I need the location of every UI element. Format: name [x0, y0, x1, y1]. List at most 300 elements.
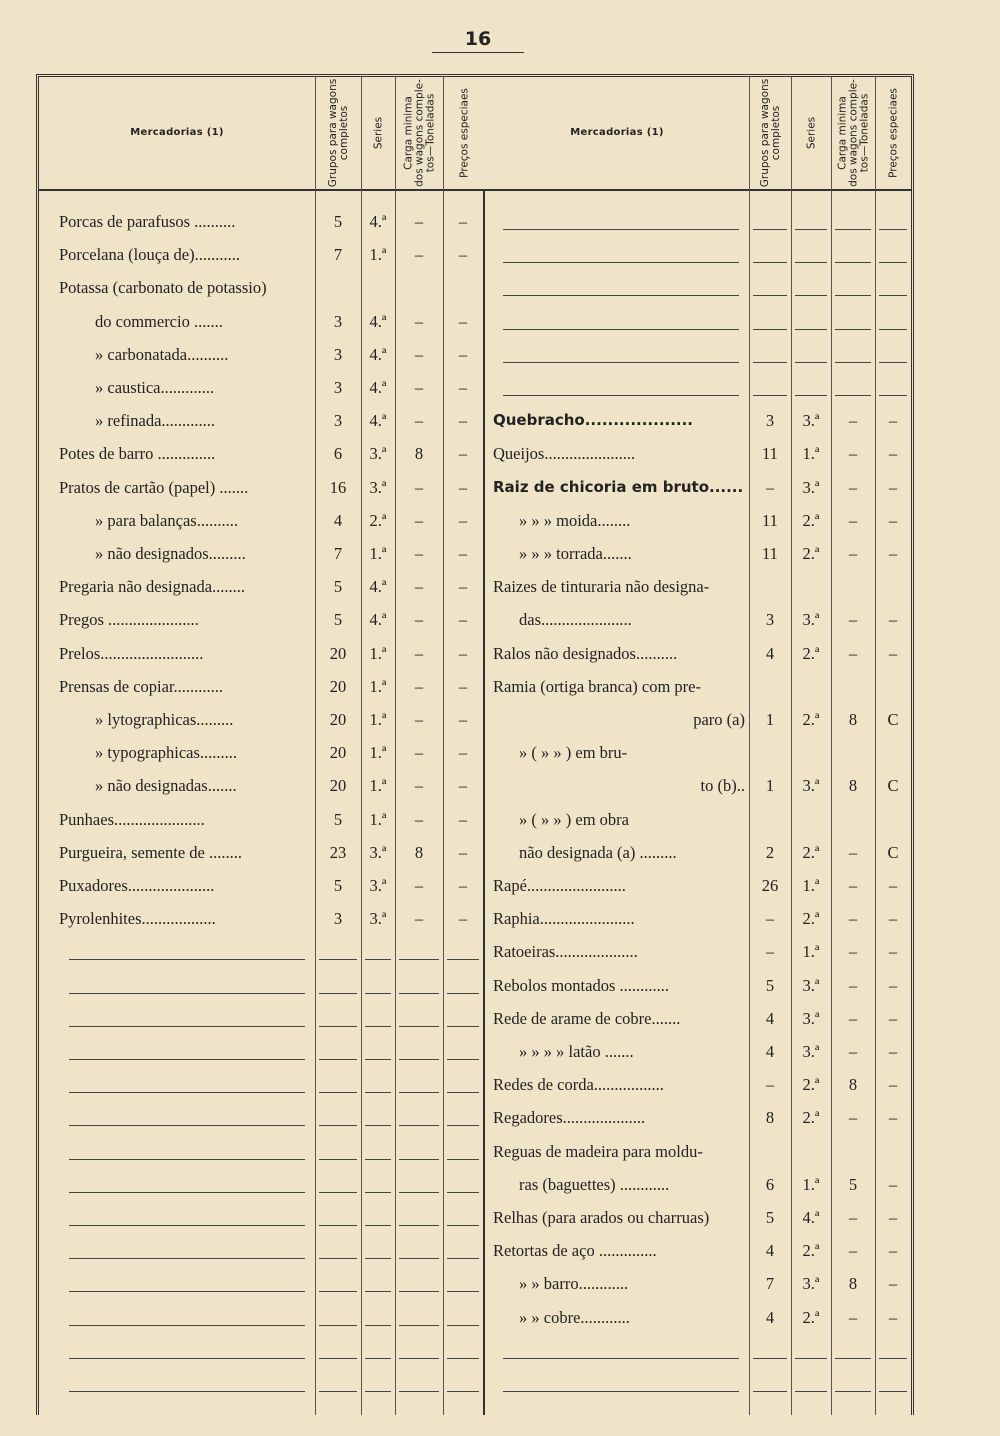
- blank-line: [365, 1325, 391, 1326]
- blank-line: [503, 1358, 739, 1359]
- price-value: –: [888, 544, 898, 563]
- table-row: [485, 1035, 911, 1068]
- price-value: –: [458, 809, 468, 829]
- group-value: 3: [333, 311, 343, 331]
- group-value: 20: [329, 676, 347, 696]
- merchandise-name: » ( » » ) em bru-: [519, 743, 628, 763]
- group-value: 7: [765, 1274, 775, 1294]
- load-value: –: [414, 909, 424, 929]
- blank-line: [447, 1125, 479, 1126]
- price-value: –: [888, 444, 898, 464]
- load-value: –: [848, 1042, 858, 1061]
- price-value: –: [458, 510, 468, 530]
- blank-line: [879, 1391, 907, 1392]
- series-value: 2.ª: [802, 909, 820, 929]
- series-value: 1.ª: [369, 743, 387, 763]
- series-value: 4.ª: [369, 212, 387, 231]
- series-value: 3.ª: [369, 842, 387, 862]
- blank-line: [319, 1159, 357, 1160]
- empty-row: [39, 1002, 485, 1035]
- blank-line: [365, 1192, 391, 1193]
- merchandise-name: Raphia.......................: [493, 909, 635, 929]
- table-row: [485, 1168, 911, 1201]
- merchandise-name: Relhas (para arados ou charruas): [493, 1208, 710, 1227]
- table-row: [485, 404, 911, 437]
- blank-line: [399, 1391, 439, 1392]
- merchandise-name: to (b)..: [700, 776, 745, 796]
- merchandise-name: Pyrolenhites..................: [59, 909, 216, 929]
- series-value: 1.ª: [802, 1174, 820, 1194]
- blank-line: [69, 993, 305, 994]
- merchandise-name: Quebracho...................: [493, 411, 694, 430]
- price-value: –: [458, 477, 468, 497]
- blank-line: [319, 1325, 357, 1326]
- group-value: 16: [329, 477, 347, 497]
- load-value: –: [414, 610, 424, 630]
- empty-row: [39, 1068, 485, 1101]
- price-value: –: [888, 643, 898, 663]
- blank-line: [503, 229, 739, 230]
- blank-line: [795, 329, 827, 330]
- merchandise-name: Rebolos montados ............: [493, 975, 669, 995]
- blank-line: [753, 1358, 787, 1359]
- header-carga-right: Carga minima dos wagons comple- tos—Toneladas: [836, 79, 870, 187]
- header-precos-right: Preços especiaes: [887, 88, 899, 178]
- blank-line: [835, 229, 871, 230]
- header-mercadorias: Mercadorias (1): [130, 127, 224, 138]
- series-value: 3.ª: [802, 411, 820, 431]
- blank-line: [447, 1225, 479, 1226]
- load-value: 8: [414, 444, 424, 464]
- table-row: [39, 703, 485, 736]
- series-value: 3.ª: [802, 1008, 820, 1028]
- load-value: 8: [848, 1075, 858, 1095]
- table-row: [485, 969, 911, 1002]
- merchandise-name: Porcelana (louça de)...........: [59, 245, 240, 265]
- blank-line: [69, 1258, 305, 1259]
- series-value: 1.ª: [369, 245, 387, 265]
- load-value: –: [414, 378, 424, 397]
- price-value: –: [888, 1075, 898, 1095]
- blank-line: [399, 993, 439, 994]
- merchandise-name: Reguas de madeira para moldu-: [493, 1141, 703, 1161]
- table-row: [485, 537, 911, 570]
- load-value: –: [414, 643, 424, 663]
- load-value: 5: [848, 1174, 858, 1194]
- merchandise-name: » » » » latão .......: [519, 1042, 634, 1061]
- merchandise-name: Rede de arame de cobre.......: [493, 1008, 681, 1028]
- empty-row: [485, 338, 911, 371]
- price-value: C: [887, 776, 899, 796]
- load-value: –: [848, 909, 858, 929]
- merchandise-name: » carbonatada..........: [95, 344, 229, 364]
- merchandise-name: Queijos......................: [493, 444, 636, 464]
- load-value: –: [848, 544, 858, 563]
- group-value: –: [765, 477, 775, 497]
- table-row: [39, 271, 485, 304]
- blank-line: [319, 993, 357, 994]
- table-row: [485, 1234, 911, 1267]
- table-row: [39, 238, 485, 271]
- price-value: –: [888, 1108, 898, 1128]
- series-value: 3.ª: [802, 776, 820, 796]
- table-row: [39, 570, 485, 603]
- group-value: 11: [762, 444, 778, 464]
- series-value: 3.ª: [802, 1274, 820, 1294]
- blank-line: [879, 295, 907, 296]
- price-value: –: [458, 776, 468, 796]
- group-value: 20: [329, 743, 347, 763]
- merchandise-name: Ratoeiras....................: [493, 942, 638, 962]
- blank-line: [69, 1225, 305, 1226]
- empty-row: [485, 371, 911, 404]
- table-row: [485, 570, 911, 603]
- price-value: –: [458, 909, 468, 929]
- series-value: 3.ª: [802, 610, 820, 630]
- price-value: –: [888, 411, 898, 431]
- blank-line: [399, 959, 439, 960]
- table-row: [39, 371, 485, 404]
- group-value: 20: [329, 643, 347, 663]
- table-row: [39, 769, 485, 802]
- merchandise-name: Redes de corda.................: [493, 1075, 664, 1095]
- table-row: [485, 736, 911, 769]
- series-value: 2.ª: [802, 842, 820, 862]
- group-value: 7: [333, 245, 343, 265]
- load-value: –: [848, 1008, 858, 1028]
- merchandise-name: » typographicas.........: [95, 743, 238, 763]
- table-row: [485, 1301, 911, 1334]
- blank-line: [447, 1092, 479, 1093]
- merchandise-name: Prensas de copiar............: [59, 676, 224, 696]
- blank-line: [319, 1291, 357, 1292]
- blank-line: [365, 1391, 391, 1392]
- group-value: 4: [333, 510, 343, 530]
- blank-line: [365, 1059, 391, 1060]
- series-value: 3.ª: [369, 876, 387, 895]
- load-value: 8: [848, 1274, 858, 1294]
- series-value: 2.ª: [802, 544, 820, 563]
- load-value: 8: [848, 710, 858, 729]
- price-value: –: [458, 610, 468, 630]
- blank-line: [753, 329, 787, 330]
- blank-line: [319, 1059, 357, 1060]
- series-value: 2.ª: [802, 710, 820, 729]
- load-value: –: [414, 245, 424, 265]
- blank-line: [399, 1325, 439, 1326]
- header-precos: Preços especiaes: [458, 88, 470, 178]
- load-value: –: [848, 1208, 858, 1227]
- price-value: –: [888, 1241, 898, 1261]
- series-value: 1.ª: [369, 809, 387, 829]
- blank-line: [399, 1192, 439, 1193]
- blank-line: [835, 329, 871, 330]
- price-value: –: [888, 975, 898, 995]
- price-value: –: [458, 643, 468, 663]
- blank-line: [319, 1391, 357, 1392]
- load-value: –: [848, 610, 858, 630]
- series-value: 3.ª: [802, 477, 820, 497]
- blank-line: [753, 362, 787, 363]
- blank-line: [447, 1358, 479, 1359]
- load-value: –: [848, 444, 858, 464]
- price-value: –: [458, 245, 468, 265]
- load-value: –: [414, 212, 424, 231]
- blank-line: [795, 295, 827, 296]
- load-value: –: [848, 1307, 858, 1327]
- group-value: 1: [765, 710, 775, 729]
- blank-line: [835, 395, 871, 396]
- merchandise-name: » » » moida........: [519, 510, 631, 530]
- header-series: Series: [372, 116, 384, 150]
- group-value: 20: [329, 776, 347, 796]
- table-row: [39, 205, 485, 238]
- empty-row: [485, 1367, 911, 1400]
- empty-row: [485, 271, 911, 304]
- price-value: –: [888, 1008, 898, 1028]
- group-value: 3: [765, 610, 775, 630]
- blank-line: [835, 295, 871, 296]
- empty-row: [39, 1035, 485, 1068]
- series-value: 3.ª: [369, 477, 387, 497]
- blank-line: [447, 1391, 479, 1392]
- blank-line: [69, 1358, 305, 1359]
- blank-line: [399, 1358, 439, 1359]
- group-value: –: [765, 1075, 775, 1095]
- load-value: –: [414, 676, 424, 696]
- blank-line: [69, 1291, 305, 1292]
- series-value: 4.ª: [802, 1208, 820, 1227]
- blank-line: [447, 1026, 479, 1027]
- series-value: 2.ª: [802, 1075, 820, 1095]
- table-row: [39, 404, 485, 437]
- empty-row: [39, 1367, 485, 1400]
- blank-line: [503, 395, 739, 396]
- series-value: 1.ª: [369, 544, 387, 563]
- merchandise-name: Regadores....................: [493, 1108, 646, 1128]
- blank-line: [365, 1258, 391, 1259]
- blank-line: [319, 959, 357, 960]
- merchandise-name: » » » torrada.......: [519, 544, 632, 563]
- table-row: [39, 670, 485, 703]
- series-value: 3.ª: [802, 1042, 820, 1061]
- load-value: –: [414, 510, 424, 530]
- table-row: [39, 471, 485, 504]
- load-value: –: [848, 477, 858, 497]
- empty-row: [485, 238, 911, 271]
- blank-line: [365, 1358, 391, 1359]
- blank-line: [69, 1159, 305, 1160]
- table-row: [39, 537, 485, 570]
- empty-row: [485, 305, 911, 338]
- blank-line: [753, 229, 787, 230]
- load-value: –: [848, 876, 858, 895]
- left-column-block: [39, 77, 485, 1415]
- blank-line: [503, 362, 739, 363]
- series-value: 1.ª: [369, 776, 387, 796]
- load-value: –: [414, 311, 424, 331]
- group-value: –: [765, 909, 775, 929]
- blank-line: [399, 1026, 439, 1027]
- blank-line: [753, 1391, 787, 1392]
- merchandise-name: » caustica.............: [95, 378, 215, 397]
- table-row: [485, 803, 911, 836]
- blank-line: [447, 1325, 479, 1326]
- merchandise-name: » ( » » ) em obra: [519, 809, 629, 829]
- table-row: [485, 1135, 911, 1168]
- blank-line: [503, 295, 739, 296]
- merchandise-name: » » cobre............: [519, 1307, 630, 1327]
- blank-line: [835, 262, 871, 263]
- table-row: [39, 637, 485, 670]
- load-value: –: [414, 477, 424, 497]
- group-value: 20: [329, 710, 347, 729]
- left-header: [39, 77, 485, 191]
- merchandise-name: Ralos não designados..........: [493, 643, 678, 663]
- price-value: –: [458, 842, 468, 862]
- series-value: 1.ª: [802, 876, 820, 895]
- blank-line: [447, 1159, 479, 1160]
- merchandise-name: do commercio .......: [95, 311, 223, 331]
- price-value: –: [888, 1274, 898, 1294]
- blank-line: [835, 1358, 871, 1359]
- series-value: 4.ª: [369, 344, 387, 364]
- blank-line: [795, 1358, 827, 1359]
- price-value: –: [458, 378, 468, 397]
- group-value: 4: [765, 643, 775, 663]
- group-value: 3: [333, 411, 343, 431]
- blank-line: [879, 262, 907, 263]
- merchandise-name: Porcas de parafusos ..........: [59, 212, 236, 231]
- group-value: 3: [765, 411, 775, 431]
- price-value: –: [888, 610, 898, 630]
- blank-line: [795, 229, 827, 230]
- table-row: [485, 1068, 911, 1101]
- price-value: –: [458, 544, 468, 563]
- group-value: 8: [765, 1108, 775, 1128]
- table-row: [485, 471, 911, 504]
- price-value: –: [888, 1174, 898, 1194]
- blank-line: [365, 1026, 391, 1027]
- load-value: –: [414, 577, 424, 597]
- blank-line: [399, 1159, 439, 1160]
- tariff-table: [36, 74, 914, 1415]
- group-value: 4: [765, 1307, 775, 1327]
- series-value: 2.ª: [802, 1241, 820, 1261]
- group-value: 11: [762, 544, 778, 563]
- price-value: C: [887, 842, 899, 862]
- blank-line: [399, 1092, 439, 1093]
- series-value: 1.ª: [369, 643, 387, 663]
- table-row: [39, 338, 485, 371]
- load-value: –: [848, 411, 858, 431]
- merchandise-name: Punhaes......................: [59, 809, 205, 829]
- blank-line: [319, 1258, 357, 1259]
- table-row: [485, 670, 911, 703]
- table-row: [485, 504, 911, 537]
- merchandise-name: » não designadas.......: [95, 776, 237, 796]
- merchandise-name: » refinada.............: [95, 411, 216, 431]
- load-value: 8: [414, 842, 424, 862]
- merchandise-name: Purgueira, semente de ........: [59, 842, 242, 862]
- blank-line: [879, 1358, 907, 1359]
- merchandise-name: Raiz de chicoria em bruto......: [493, 477, 744, 496]
- empty-row: [39, 1135, 485, 1168]
- blank-line: [447, 1291, 479, 1292]
- load-value: –: [414, 411, 424, 431]
- load-value: –: [414, 743, 424, 763]
- series-value: 4.ª: [369, 610, 387, 630]
- table-row: [485, 902, 911, 935]
- header-grupos: Grupos para wagons completos: [326, 78, 350, 188]
- blank-line: [69, 1192, 305, 1193]
- load-value: –: [414, 876, 424, 895]
- series-value: 1.ª: [369, 710, 387, 729]
- blank-line: [365, 1125, 391, 1126]
- blank-line: [795, 262, 827, 263]
- merchandise-name: » não designados.........: [95, 544, 246, 563]
- table-row: [485, 1002, 911, 1035]
- load-value: –: [848, 975, 858, 995]
- blank-line: [69, 1059, 305, 1060]
- merchandise-name: » » barro............: [519, 1274, 629, 1294]
- blank-line: [319, 1225, 357, 1226]
- group-value: 5: [765, 1208, 775, 1227]
- empty-row: [39, 935, 485, 968]
- blank-line: [879, 229, 907, 230]
- table-row: [485, 1101, 911, 1134]
- group-value: 7: [333, 544, 343, 563]
- group-value: 3: [333, 378, 343, 397]
- group-value: 2: [765, 842, 775, 862]
- merchandise-name: Pregaria não designada........: [59, 577, 246, 597]
- merchandise-name: ras (baguettes) ............: [519, 1174, 670, 1194]
- series-value: 2.ª: [369, 510, 387, 530]
- header-grupos-right: Grupos para wagons completos: [758, 78, 782, 188]
- empty-row: [39, 1101, 485, 1134]
- table-row: [39, 803, 485, 836]
- empty-row: [39, 1301, 485, 1334]
- price-value: –: [888, 876, 898, 895]
- merchandise-name: Pratos de cartão (papel) .......: [59, 477, 249, 497]
- table-row: [485, 1201, 911, 1234]
- blank-line: [365, 993, 391, 994]
- table-row: [485, 935, 911, 968]
- series-value: 2.ª: [802, 510, 820, 530]
- series-value: 3.ª: [369, 444, 387, 464]
- table-row: [39, 437, 485, 470]
- table-row: [39, 836, 485, 869]
- series-value: 3.ª: [369, 909, 387, 929]
- blank-line: [399, 1125, 439, 1126]
- price-value: –: [458, 212, 468, 231]
- load-value: –: [848, 942, 858, 962]
- load-value: –: [848, 842, 858, 862]
- series-value: 2.ª: [802, 1307, 820, 1327]
- price-value: –: [888, 477, 898, 497]
- price-value: –: [458, 411, 468, 431]
- merchandise-name: Potes de barro ..............: [59, 444, 216, 464]
- blank-line: [447, 1258, 479, 1259]
- price-value: –: [888, 1208, 898, 1227]
- group-value: 4: [765, 1241, 775, 1261]
- blank-line: [399, 1059, 439, 1060]
- series-value: 1.ª: [802, 444, 820, 464]
- header-series-right: Series: [805, 116, 817, 150]
- blank-line: [319, 1358, 357, 1359]
- empty-row: [485, 205, 911, 238]
- merchandise-name: Rapé........................: [493, 876, 626, 895]
